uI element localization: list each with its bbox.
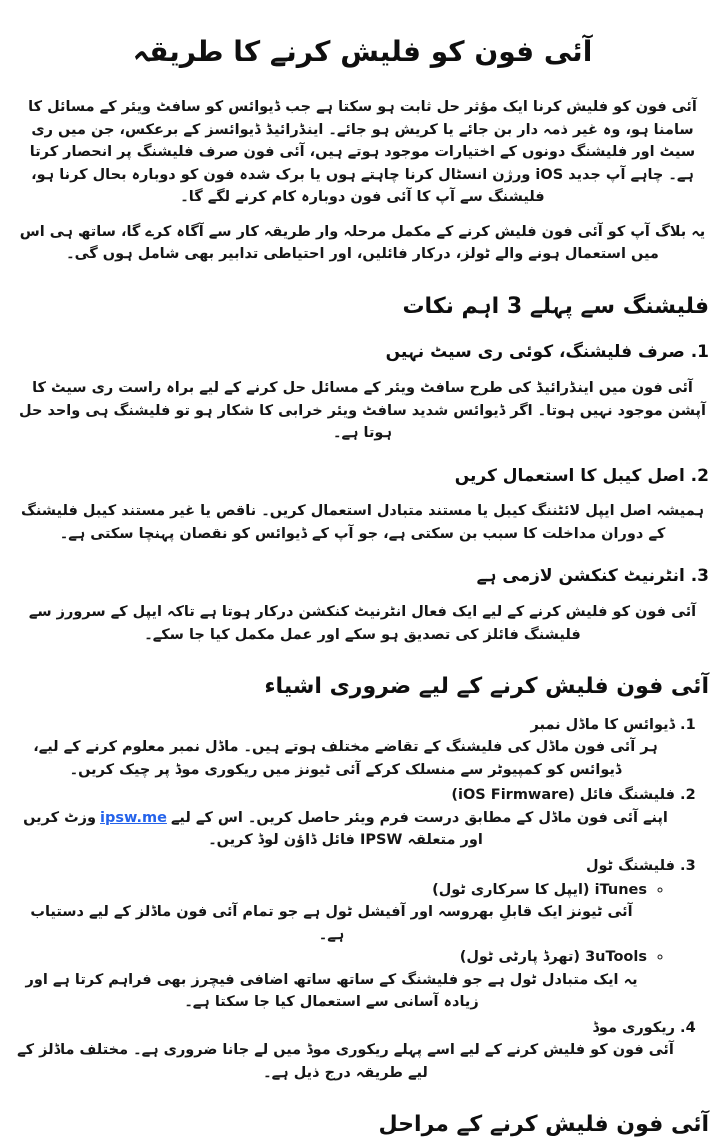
list-item-title: 1. ڈیوائس کا ماڈل نمبر xyxy=(530,716,675,733)
sublist-item-itunes xyxy=(16,879,647,946)
list-item-desc: ہر آئی فون ماڈل کی فلیشنگ کے تقاضے مختلف ہوتے ہیں۔ ماڈل نمبر معلوم کرنے کے لیے، ڈیوائس کو کمپیوٹر سے منسلک کرکے آئی ٹیونز میں ریکوری موڈ پر چیک کریں۔ xyxy=(33,739,658,778)
desc-before-link: اپنے آئی فون ماڈل کے مطابق درست فرم ویئر حاصل کریں۔ اس کے لیے xyxy=(170,809,668,826)
section-heading-requirements: آئی فون فلیش کرنے کے لیے ضروری اشیاء xyxy=(264,674,709,700)
tools-sublist xyxy=(16,879,675,1014)
page-title: آئی فون کو فلیش کرنے کا طریقہ xyxy=(132,35,593,68)
sublist-item-title: ◦ iTunes (ایپل کا سرکاری ٹول) xyxy=(432,882,647,898)
point-heading-2: 2. اصل کیبل کا استعمال کریں xyxy=(454,465,709,486)
sublist-item-title: ◦ 3uTools (تھرڈ پارٹی ٹول) xyxy=(459,949,647,966)
list-item-recovery-mode xyxy=(16,1017,675,1084)
point-heading-3: 3. انٹرنیٹ کنکشن لازمی ہے xyxy=(476,566,709,587)
list-item-title: 2. فلیشنگ فائل (iOS Firmware) xyxy=(451,787,675,804)
list-item-model-number xyxy=(16,714,675,781)
point-body-3: آئی فون کو فلیش کرنے کے لیے ایک فعال انٹرنیٹ کنکشن درکار ہوتا ہے تاکہ ایپل کے سرورز سے فلیشنگ فائلز کی تصدیق ہو سکے اور عمل مکمل کیا جا سکے۔ xyxy=(28,604,697,643)
list-item-title: 3. فلیشنگ ٹول xyxy=(585,857,675,874)
list-item-firmware-file xyxy=(16,784,675,851)
sublist-item-3utools xyxy=(16,946,647,1013)
point-body-1: آئی فون میں اینڈرائیڈ کی طرح سافٹ ویئر کے مسائل حل کرنے کے لیے براہ راست ری سیٹ کا آپشن موجود نہیں ہوتا۔ اگر ڈیوائس شدید سافٹ ویئر خرابی کا شکار ہو تو فلیشنگ ہی واحد حل ہوتا ہے۔ xyxy=(19,380,706,442)
requirements-list xyxy=(16,714,709,1085)
list-item-desc xyxy=(16,807,675,852)
list-item-flashing-tool xyxy=(16,855,675,1014)
ipsw-link[interactable]: ipsw.me xyxy=(100,809,167,826)
sublist-item-desc: آئی ٹیونز ایک قابلِ بھروسہ اور آفیشل ٹول ہے جو تمام آئی فون ماڈلز کے لیے دستیاب ہے۔ xyxy=(30,904,633,943)
intro-paragraph-1: آئی فون کو فلیش کرنا ایک مؤثر حل ثابت ہو سکتا ہے جب ڈیوائس کو سافٹ ویئر کے مسائل کا سامنا ہو، وہ غیر ذمہ دار بن جائے یا کریش ہو جائے۔ اینڈرائیڈ ڈیوائسز کے برعکس، جن میں ری سیٹ اور فلیشنگ دونوں کے اختیارات موجود ہوتے ہیں، آئی فون صرف فلیشنگ پر انحصار کرتا ہے۔ چاہے آپ جدید iOS ورژن انسٹال کرنا چاہتے ہوں یا برک شدہ فون کو دوبارہ بحال کرنا ہو، فلیشنگ سے آپ کا آئی فون دوبارہ کام کرنے لگے گا۔ xyxy=(28,99,697,206)
list-item-title: 4. ریکوری موڈ xyxy=(592,1019,675,1036)
sublist-item-desc: یہ ایک متبادل ٹول ہے جو فلیشنگ کے ساتھ ساتھ اضافی فیچرز بھی فراہم کرتا ہے اور زیادہ آسانی سے استعمال کیا جا سکتا ہے۔ xyxy=(25,971,638,1011)
point-body-2: ہمیشہ اصل ایپل لائٹننگ کیبل یا مستند متبادل استعمال کریں۔ ناقص یا غیر مستند کیبل فلیشنگ کے دوران مداخلت کا سبب بن سکتی ہے، جو آپ کے ڈیوائس کو نقصان پہنچا سکتی ہے۔ xyxy=(21,503,704,542)
section-heading-steps: آئی فون فلیش کرنے کے مراحل xyxy=(378,1112,709,1138)
desc-after-link: وزٹ کریں اور متعلقہ IPSW فائل ڈاؤن لوڈ کریں۔ xyxy=(23,809,483,849)
intro-paragraph-2: یہ بلاگ آپ کو آئی فون فلیش کرنے کے مکمل مرحلہ وار طریقہ کار سے آگاہ کرے گا، ساتھ ہی اس میں استعمال ہونے والے ٹولز، درکار فائلیں، اور احتیاطی تدابیر بھی شامل ہوں گی۔ xyxy=(19,223,706,263)
list-item-desc: آئی فون کو فلیش کرنے کے لیے اسے پہلے ریکوری موڈ میں لے جانا ضروری ہے۔ مختلف ماڈلز کے لیے طریقہ درج ذیل ہے۔ xyxy=(17,1042,674,1081)
point-heading-1: 1. صرف فلیشنگ، کوئی ری سیٹ نہیں xyxy=(385,342,709,363)
section-heading-pre-flash: فلیشنگ سے پہلے 3 اہم نکات xyxy=(402,293,709,319)
